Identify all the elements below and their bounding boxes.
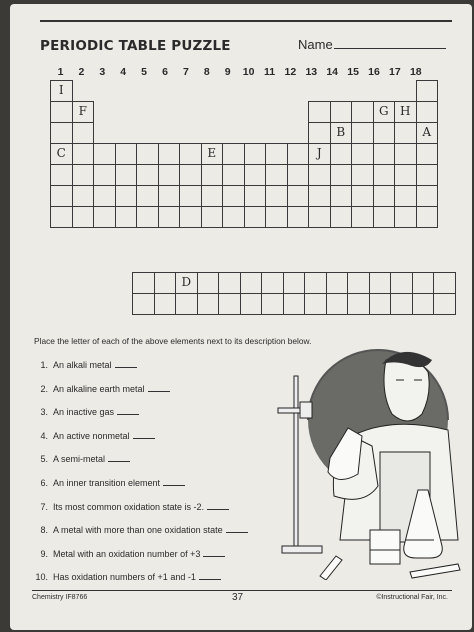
element-cell <box>179 185 202 207</box>
answer-blank[interactable] <box>226 525 248 533</box>
top-rule <box>40 20 452 22</box>
element-cell <box>369 272 392 294</box>
element-cell <box>308 206 331 228</box>
element-cell <box>351 206 374 228</box>
element-cell <box>394 185 417 207</box>
group-number: 13 <box>305 66 318 78</box>
element-cell <box>72 185 95 207</box>
element-cell <box>261 293 284 315</box>
chemist-illustration <box>260 340 465 580</box>
name-field-line[interactable] <box>334 48 446 49</box>
element-cell <box>351 101 374 123</box>
element-cell <box>265 143 288 165</box>
question-text: An inactive gas <box>53 407 115 418</box>
element-cell <box>197 293 220 315</box>
question-text: Its most common oxidation state is -2. <box>53 501 205 512</box>
question-item <box>34 407 139 417</box>
answer-blank[interactable] <box>199 572 221 580</box>
element-cell <box>330 185 353 207</box>
question-text: An active nonmetal <box>53 430 130 441</box>
element-cell-e: E <box>201 143 224 165</box>
element-cell <box>158 185 181 207</box>
element-cell <box>394 122 417 144</box>
question-item <box>34 431 155 441</box>
element-cell <box>308 101 331 123</box>
footer-rule <box>32 590 452 591</box>
question-number: 3. <box>40 407 48 418</box>
question-number: 4. <box>40 430 48 441</box>
answer-blank[interactable] <box>108 454 130 462</box>
element-cell <box>197 272 220 294</box>
group-number: 15 <box>347 66 359 78</box>
answer-blank[interactable] <box>163 478 185 486</box>
element-cell <box>175 293 198 315</box>
element-cell <box>154 293 177 315</box>
question-number: 2. <box>40 383 48 394</box>
element-cell <box>244 185 267 207</box>
group-number: 14 <box>326 66 339 78</box>
element-cell <box>136 206 159 228</box>
element-cell-c: C <box>50 143 73 165</box>
question-item <box>34 360 137 370</box>
element-cell <box>283 293 306 315</box>
element-cell-d: D <box>175 272 198 294</box>
group-number-row <box>50 66 446 80</box>
element-cell <box>158 164 181 186</box>
element-cell <box>93 143 116 165</box>
element-cell <box>244 206 267 228</box>
element-cell <box>351 122 374 144</box>
question-number: 9. <box>40 548 48 559</box>
name-label: Name <box>298 37 333 52</box>
element-cell <box>72 143 95 165</box>
group-number: 8 <box>203 66 210 78</box>
element-cell <box>373 143 396 165</box>
question-number: 7. <box>40 501 48 512</box>
element-cell <box>347 272 370 294</box>
element-cell-b: B <box>330 122 353 144</box>
element-cell <box>330 143 353 165</box>
element-cell <box>287 185 310 207</box>
group-number: 7 <box>182 66 189 78</box>
group-number: 16 <box>368 66 380 78</box>
question-item <box>34 384 170 394</box>
element-cell <box>132 272 155 294</box>
element-cell <box>50 185 73 207</box>
answer-blank[interactable] <box>115 360 137 368</box>
answer-blank[interactable] <box>133 431 155 439</box>
footer-copyright: ©Instructional Fair, Inc. <box>376 594 448 601</box>
group-number: 5 <box>141 66 148 78</box>
element-cell <box>308 122 331 144</box>
element-cell <box>412 272 435 294</box>
question-text: An alkali metal <box>53 360 112 370</box>
element-cell <box>72 164 95 186</box>
element-cell <box>416 80 439 102</box>
element-cell <box>158 143 181 165</box>
element-cell <box>244 164 267 186</box>
element-cell <box>50 164 73 186</box>
element-cell <box>240 293 263 315</box>
element-cell <box>222 206 245 228</box>
question-number: 8. <box>40 525 48 536</box>
group-number: 9 <box>224 66 231 78</box>
element-cell <box>304 272 327 294</box>
question-item <box>34 478 185 488</box>
element-cell <box>394 164 417 186</box>
element-cell <box>351 164 374 186</box>
question-item <box>34 525 248 535</box>
element-cell <box>115 164 138 186</box>
element-cell <box>201 164 224 186</box>
group-number: 12 <box>284 66 297 78</box>
element-cell <box>416 101 439 123</box>
element-cell <box>93 164 116 186</box>
element-cell-i: I <box>50 80 73 102</box>
element-cell <box>351 185 374 207</box>
answer-blank[interactable] <box>148 384 170 392</box>
group-number: 10 <box>242 66 255 78</box>
element-cell <box>416 206 439 228</box>
element-cell <box>136 185 159 207</box>
element-cell <box>287 143 310 165</box>
element-cell <box>132 293 155 315</box>
element-cell <box>93 206 116 228</box>
question-text: Has oxidation numbers of +1 and -1 <box>53 572 196 583</box>
element-cell <box>201 185 224 207</box>
element-cell <box>347 293 370 315</box>
element-cell-a: A <box>416 122 439 144</box>
element-cell <box>308 164 331 186</box>
group-number: 11 <box>263 66 276 78</box>
element-cell <box>136 143 159 165</box>
question-item <box>34 572 221 582</box>
element-cell-j: J <box>308 143 331 165</box>
element-cell <box>261 272 284 294</box>
element-cell <box>93 185 116 207</box>
page-number: 37 <box>232 592 244 603</box>
question-number: 1. <box>40 360 48 370</box>
question-number: 6. <box>40 478 48 488</box>
question-item <box>34 549 225 559</box>
footer-source: Chemistry IF8766 <box>32 594 88 601</box>
element-cell <box>179 206 202 228</box>
element-cell <box>330 206 353 228</box>
question-item <box>34 502 229 512</box>
element-cell <box>416 164 439 186</box>
element-cell <box>390 293 413 315</box>
question-item <box>34 454 130 464</box>
element-cell <box>179 143 202 165</box>
question-text: Metal with an oxidation number of +3 <box>53 548 201 559</box>
element-cell <box>222 164 245 186</box>
element-cell <box>373 206 396 228</box>
element-cell <box>72 122 95 144</box>
element-cell-h: H <box>394 101 417 123</box>
group-number: 3 <box>99 66 106 78</box>
question-number: 10. <box>35 572 48 583</box>
element-cell <box>154 272 177 294</box>
element-cell <box>433 272 456 294</box>
element-cell <box>373 122 396 144</box>
element-cell <box>394 143 417 165</box>
element-cell <box>308 185 331 207</box>
group-number: 1 <box>57 66 64 78</box>
element-cell <box>330 101 353 123</box>
element-cell <box>369 293 392 315</box>
page-title: PERIODIC TABLE PUZZLE <box>40 38 231 54</box>
group-number: 2 <box>78 66 85 78</box>
group-number: 18 <box>409 66 422 78</box>
element-cell-g: G <box>373 101 396 123</box>
element-cell <box>390 272 413 294</box>
element-cell <box>115 185 138 207</box>
group-number: 4 <box>120 66 127 78</box>
instructions: Place the letter of each of the above elements next to its description below. <box>34 336 312 346</box>
element-cell <box>244 143 267 165</box>
element-cell <box>326 272 349 294</box>
element-cell <box>179 164 202 186</box>
element-cell <box>416 185 439 207</box>
question-text: A metal with more than one oxidation state <box>53 525 223 536</box>
question-text: An inner transition element <box>53 478 161 488</box>
element-cell <box>373 185 396 207</box>
element-cell <box>218 293 241 315</box>
element-cell <box>240 272 263 294</box>
element-cell <box>50 101 73 123</box>
element-cell <box>72 206 95 228</box>
element-cell <box>373 164 396 186</box>
group-number: 17 <box>389 66 401 78</box>
element-cell <box>115 206 138 228</box>
group-number: 6 <box>162 66 168 78</box>
element-cell <box>158 206 181 228</box>
question-text: An alkaline earth metal <box>53 383 145 394</box>
element-cell <box>330 164 353 186</box>
element-cell <box>265 164 288 186</box>
worksheet-page <box>10 4 472 630</box>
element-cell <box>412 293 435 315</box>
element-cell <box>115 143 138 165</box>
element-cell <box>222 143 245 165</box>
element-cell <box>201 206 224 228</box>
element-cell <box>287 164 310 186</box>
element-cell <box>304 293 327 315</box>
element-cell <box>136 164 159 186</box>
element-cell <box>265 206 288 228</box>
answer-blank[interactable] <box>203 549 225 557</box>
element-cell <box>50 206 73 228</box>
element-cell <box>326 293 349 315</box>
element-cell-f: F <box>72 101 95 123</box>
element-cell <box>433 293 456 315</box>
element-cell <box>287 206 310 228</box>
element-cell <box>50 122 73 144</box>
element-cell <box>394 206 417 228</box>
element-cell <box>265 185 288 207</box>
element-cell <box>218 272 241 294</box>
element-cell <box>222 185 245 207</box>
element-cell <box>416 143 439 165</box>
element-cell <box>283 272 306 294</box>
answer-blank[interactable] <box>207 502 229 510</box>
element-cell <box>351 143 374 165</box>
answer-blank[interactable] <box>117 407 139 415</box>
question-text: A semi-metal <box>53 454 106 465</box>
question-number: 5. <box>40 454 48 465</box>
